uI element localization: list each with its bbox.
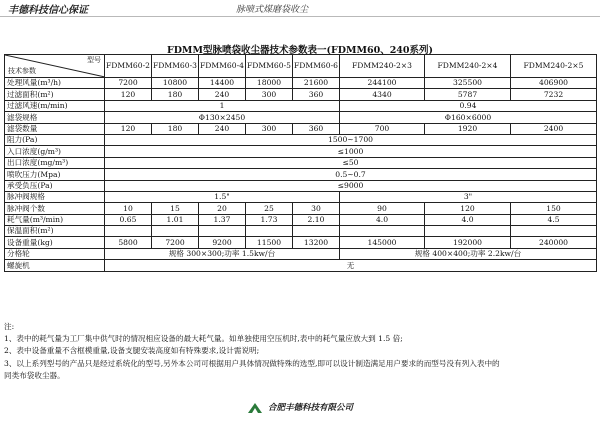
company-logo-icon <box>247 402 263 414</box>
row-label-insulation: 保温面积(m²) <box>5 226 105 237</box>
table-row <box>5 123 597 134</box>
note-line: 2、表中设备重量不含框模重量,设备支腿安装高度如有特殊要求,设计需说明; <box>4 346 260 356</box>
corner-param-label: 技术参数 <box>8 67 36 75</box>
notes-block <box>4 321 596 382</box>
table-cell: 4.0 <box>340 214 425 225</box>
table-cell: 360 <box>293 123 340 134</box>
model-header: FDMM60-6 <box>293 55 340 78</box>
table-cell: 700 <box>340 123 425 134</box>
table-cell: ≤1000 <box>105 146 597 157</box>
row-label-classifier: 分格轮 <box>5 248 105 259</box>
table-cell: 240 <box>199 89 246 100</box>
table-cell: ≤50 <box>105 157 597 168</box>
table-cell <box>511 226 597 237</box>
table-header-row <box>5 55 597 78</box>
table-cell: 4.5 <box>511 214 597 225</box>
table-row <box>5 203 597 214</box>
header-slogan: 丰德科技信心保证 <box>8 5 88 16</box>
table-cell: 192000 <box>425 237 511 248</box>
table-cell: 4.0 <box>425 214 511 225</box>
row-label-valve-spec: 脉冲阀规格 <box>5 191 105 202</box>
table-cell: 5800 <box>105 237 152 248</box>
table-cell: 0.5~0.7 <box>105 169 597 180</box>
table-cell: 4340 <box>340 89 425 100</box>
row-label-screw: 螺旋机 <box>5 260 105 271</box>
table-cell: 3" <box>340 191 597 202</box>
corner-cell <box>5 55 105 78</box>
table-row <box>5 191 597 202</box>
row-label-inlet-conc: 入口浓度(g/m³) <box>5 146 105 157</box>
table-cell: 120 <box>105 123 152 134</box>
table-cell: 7200 <box>152 237 199 248</box>
table-cell: 1500~1700 <box>105 134 597 145</box>
table-row <box>5 134 597 145</box>
table-cell: 406900 <box>511 78 597 89</box>
row-label-airflow: 处理风量(m³/h) <box>5 78 105 89</box>
table-cell <box>340 226 425 237</box>
table-row <box>5 157 597 168</box>
row-label-air-use: 耗气量(m³/min) <box>5 214 105 225</box>
table-cell: 1920 <box>425 123 511 134</box>
table-row <box>5 248 597 259</box>
corner-model-label: 型号 <box>87 56 101 64</box>
row-label-bag-spec: 滤袋规格 <box>5 112 105 123</box>
model-header: FDMM240-2×4 <box>425 55 511 78</box>
table-cell <box>425 226 511 237</box>
table-cell: 120 <box>105 89 152 100</box>
table-cell <box>293 226 340 237</box>
model-header: FDMM60-2 <box>105 55 152 78</box>
table-cell: 2.10 <box>293 214 340 225</box>
table-cell: Φ160×6000 <box>340 112 597 123</box>
table-cell: 11500 <box>246 237 293 248</box>
row-label-resistance: 阻力(Pa) <box>5 134 105 145</box>
spec-table <box>4 54 597 272</box>
table-cell: 30 <box>293 203 340 214</box>
table-cell: 25 <box>246 203 293 214</box>
table-cell: 145000 <box>340 237 425 248</box>
model-header: FDMM60-4 <box>199 55 246 78</box>
table-cell: 0.94 <box>340 100 597 111</box>
table-cell: 14400 <box>199 78 246 89</box>
row-label-bag-count: 滤袋数量 <box>5 123 105 134</box>
table-cell: 无 <box>105 260 597 271</box>
table-cell: 180 <box>152 89 199 100</box>
table-cell <box>152 226 199 237</box>
header-product: 脉喷式煤磨袋收尘 <box>236 5 309 15</box>
table-cell: 13200 <box>293 237 340 248</box>
row-label-filter-speed: 过滤风速(m/min) <box>5 100 105 111</box>
table-row <box>5 226 597 237</box>
table-cell: 300 <box>246 123 293 134</box>
table-cell: 18000 <box>246 78 293 89</box>
table-cell: 7232 <box>511 89 597 100</box>
table-cell: 90 <box>340 203 425 214</box>
page-footer <box>0 401 600 414</box>
note-line: 1、表中的耗气量为工厂集中供气时的情况相应设备的最大耗气量。如单独使用空压机时,表中的耗气量应放大到 1.5 倍; <box>4 334 403 344</box>
table-cell: 180 <box>152 123 199 134</box>
table-cell: 240000 <box>511 237 597 248</box>
table-cell: 21600 <box>293 78 340 89</box>
row-label-weight: 设备重量(kg) <box>5 237 105 248</box>
table-row <box>5 169 597 180</box>
row-label-bear-pressure: 承受负压(Pa) <box>5 180 105 191</box>
table-cell: 240 <box>199 123 246 134</box>
table-cell: 2400 <box>511 123 597 134</box>
table-row <box>5 146 597 157</box>
table-cell: 20 <box>199 203 246 214</box>
table-cell: 325500 <box>425 78 511 89</box>
model-header: FDMM240-2×5 <box>511 55 597 78</box>
table-row <box>5 112 597 123</box>
table-cell: 300 <box>246 89 293 100</box>
table-row <box>5 237 597 248</box>
table-cell: 0.65 <box>105 214 152 225</box>
table-cell: 规格 400×400;功率 2.2kw/台 <box>340 248 597 259</box>
model-header: FDMM60-3 <box>152 55 199 78</box>
table-cell: 360 <box>293 89 340 100</box>
table-cell: 120 <box>425 203 511 214</box>
table-cell <box>246 226 293 237</box>
row-label-spray-pressure: 喷吹压力(Mpa) <box>5 169 105 180</box>
table-cell: 5787 <box>425 89 511 100</box>
model-header: FDMM60-5 <box>246 55 293 78</box>
table-cell <box>105 226 152 237</box>
table-row <box>5 78 597 89</box>
row-label-filter-area: 过滤面积(m²) <box>5 89 105 100</box>
table-cell: 7200 <box>105 78 152 89</box>
table-cell: 10800 <box>152 78 199 89</box>
note-line: 3、以上系列型号的产品只是经过系统化的型号,另外本公司可根据用户具体情况做特殊的选型,即可以设计制造满足用户要求的而型号没有列入表中的 <box>4 358 500 368</box>
table-row <box>5 180 597 191</box>
row-label-outlet-conc: 出口浓度(mg/m³) <box>5 157 105 168</box>
table-cell: 15 <box>152 203 199 214</box>
table-cell: Φ130×2450 <box>105 112 340 123</box>
table-cell: 规格 300×300;功率 1.5kw/台 <box>105 248 340 259</box>
note-heading: 注: <box>4 322 15 331</box>
table-cell: 1.5" <box>105 191 340 202</box>
table-cell: 1.37 <box>199 214 246 225</box>
page-header <box>0 0 600 17</box>
table-cell <box>199 226 246 237</box>
table-cell: 1 <box>105 100 340 111</box>
table-title: FDMM型脉喷袋收尘器技术参数表一(FDMM60、240系列) <box>166 45 434 56</box>
table-cell: 9200 <box>199 237 246 248</box>
table-cell: 150 <box>511 203 597 214</box>
row-label-valve-count: 脉冲阀个数 <box>5 203 105 214</box>
table-row <box>5 214 597 225</box>
table-cell: 1.01 <box>152 214 199 225</box>
table-cell: 1.73 <box>246 214 293 225</box>
table-row <box>5 260 597 271</box>
table-cell: 10 <box>105 203 152 214</box>
table-row <box>5 89 597 100</box>
note-line: 同类布袋收尘器。 <box>4 370 65 380</box>
model-header: FDMM240-2×3 <box>340 55 425 78</box>
table-cell: ≤9000 <box>105 180 597 191</box>
table-row <box>5 100 597 111</box>
table-cell: 244100 <box>340 78 425 89</box>
footer-company-name: 合肥丰德科技有限公司 <box>267 403 353 413</box>
